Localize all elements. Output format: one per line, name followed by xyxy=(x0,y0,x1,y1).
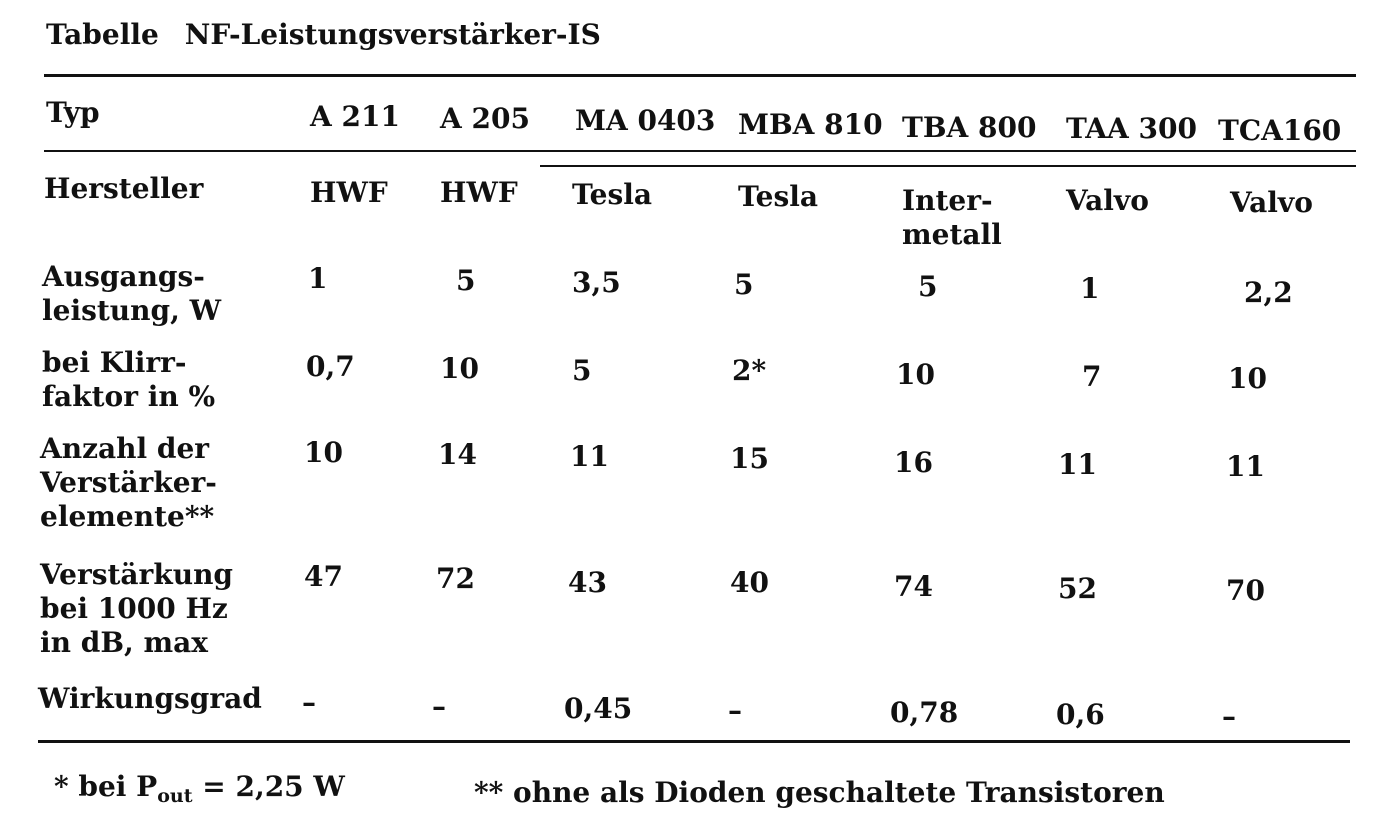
table-cell: 7 xyxy=(1082,360,1102,393)
table-cell: 10 xyxy=(1228,362,1267,395)
table-cell: 40 xyxy=(730,566,769,599)
table-cell: 1 xyxy=(308,262,328,295)
footnote-asterisk xyxy=(54,770,345,807)
footnote-asterisk-prefix: * bei P xyxy=(54,770,158,803)
table-cell: 0,6 xyxy=(1056,698,1105,731)
table-cell: 52 xyxy=(1058,572,1097,605)
column-header: TAA 300 xyxy=(1066,112,1197,145)
table-cell: Tesla xyxy=(738,180,818,213)
row-label: Anzahl der Verstärker- elemente** xyxy=(40,432,217,533)
table-cell: 72 xyxy=(436,562,475,595)
table-caption xyxy=(46,18,601,51)
column-header: TBA 800 xyxy=(902,111,1037,144)
table-cell: 0,45 xyxy=(564,692,633,725)
table-cell: – xyxy=(1222,700,1236,733)
column-header: MBA 810 xyxy=(738,108,883,141)
table-cell: 16 xyxy=(894,446,933,479)
row-label: Hersteller xyxy=(44,172,204,205)
column-header: Typ xyxy=(46,96,100,129)
table-cell: 10 xyxy=(304,436,343,469)
table-cell: 2* xyxy=(732,354,767,387)
table-cell: Inter- metall xyxy=(902,184,1002,251)
column-header: A 205 xyxy=(440,102,530,135)
top-rule xyxy=(44,74,1356,77)
table-cell: – xyxy=(432,690,446,723)
table-cell: 10 xyxy=(896,358,935,391)
column-header: TCA160 xyxy=(1218,114,1342,147)
table-cell: 0,7 xyxy=(306,350,355,383)
table-cell: – xyxy=(728,694,742,727)
table-cell: 5 xyxy=(918,270,938,303)
header-rule xyxy=(44,150,1356,152)
table-cell: 5 xyxy=(734,268,754,301)
footnote-asterisk-suffix: = 2,25 W xyxy=(192,770,345,803)
table-cell: 11 xyxy=(1058,448,1097,481)
table-cell: Tesla xyxy=(572,178,652,211)
table-cell: HWF xyxy=(310,176,388,209)
row-label: Verstärkung bei 1000 Hz in dB, max xyxy=(40,558,234,659)
table-cell: 5 xyxy=(456,264,476,297)
table-cell: 3,5 xyxy=(572,266,621,299)
row-label: Ausgangs- leistung, W xyxy=(42,260,222,327)
caption-title: NF-Leistungsverstärker-IS xyxy=(184,18,601,51)
table-cell: 70 xyxy=(1226,574,1265,607)
column-header: A 211 xyxy=(310,100,400,133)
table-cell: Valvo xyxy=(1230,186,1313,219)
footnote-asterisk-subscript: out xyxy=(157,785,193,807)
table-cell: 47 xyxy=(304,560,343,593)
table-cell: 11 xyxy=(570,440,609,473)
table-cell: 43 xyxy=(568,566,607,599)
column-header: MA 0403 xyxy=(575,104,716,137)
row-label: bei Klirr- faktor in % xyxy=(42,346,216,413)
table-cell: Valvo xyxy=(1066,184,1149,217)
table-cell: 0,78 xyxy=(890,696,959,729)
table-cell: 2,2 xyxy=(1244,276,1293,309)
table-cell: 11 xyxy=(1226,450,1265,483)
table-cell: HWF xyxy=(440,176,518,209)
header-rule-right xyxy=(540,165,1356,167)
table-cell: 5 xyxy=(572,354,592,387)
footnote-double-asterisk: ** ohne als Dioden geschaltete Transistoren xyxy=(474,776,1165,809)
table-cell: 10 xyxy=(440,352,479,385)
bottom-rule xyxy=(38,740,1350,743)
row-label: Wirkungsgrad xyxy=(38,682,262,715)
table-cell: 15 xyxy=(730,442,769,475)
table-cell: 74 xyxy=(894,570,933,603)
table-cell: 1 xyxy=(1080,272,1100,305)
table-cell: – xyxy=(302,686,316,719)
caption-label: Tabelle xyxy=(46,18,159,51)
table-cell: 14 xyxy=(438,438,477,471)
